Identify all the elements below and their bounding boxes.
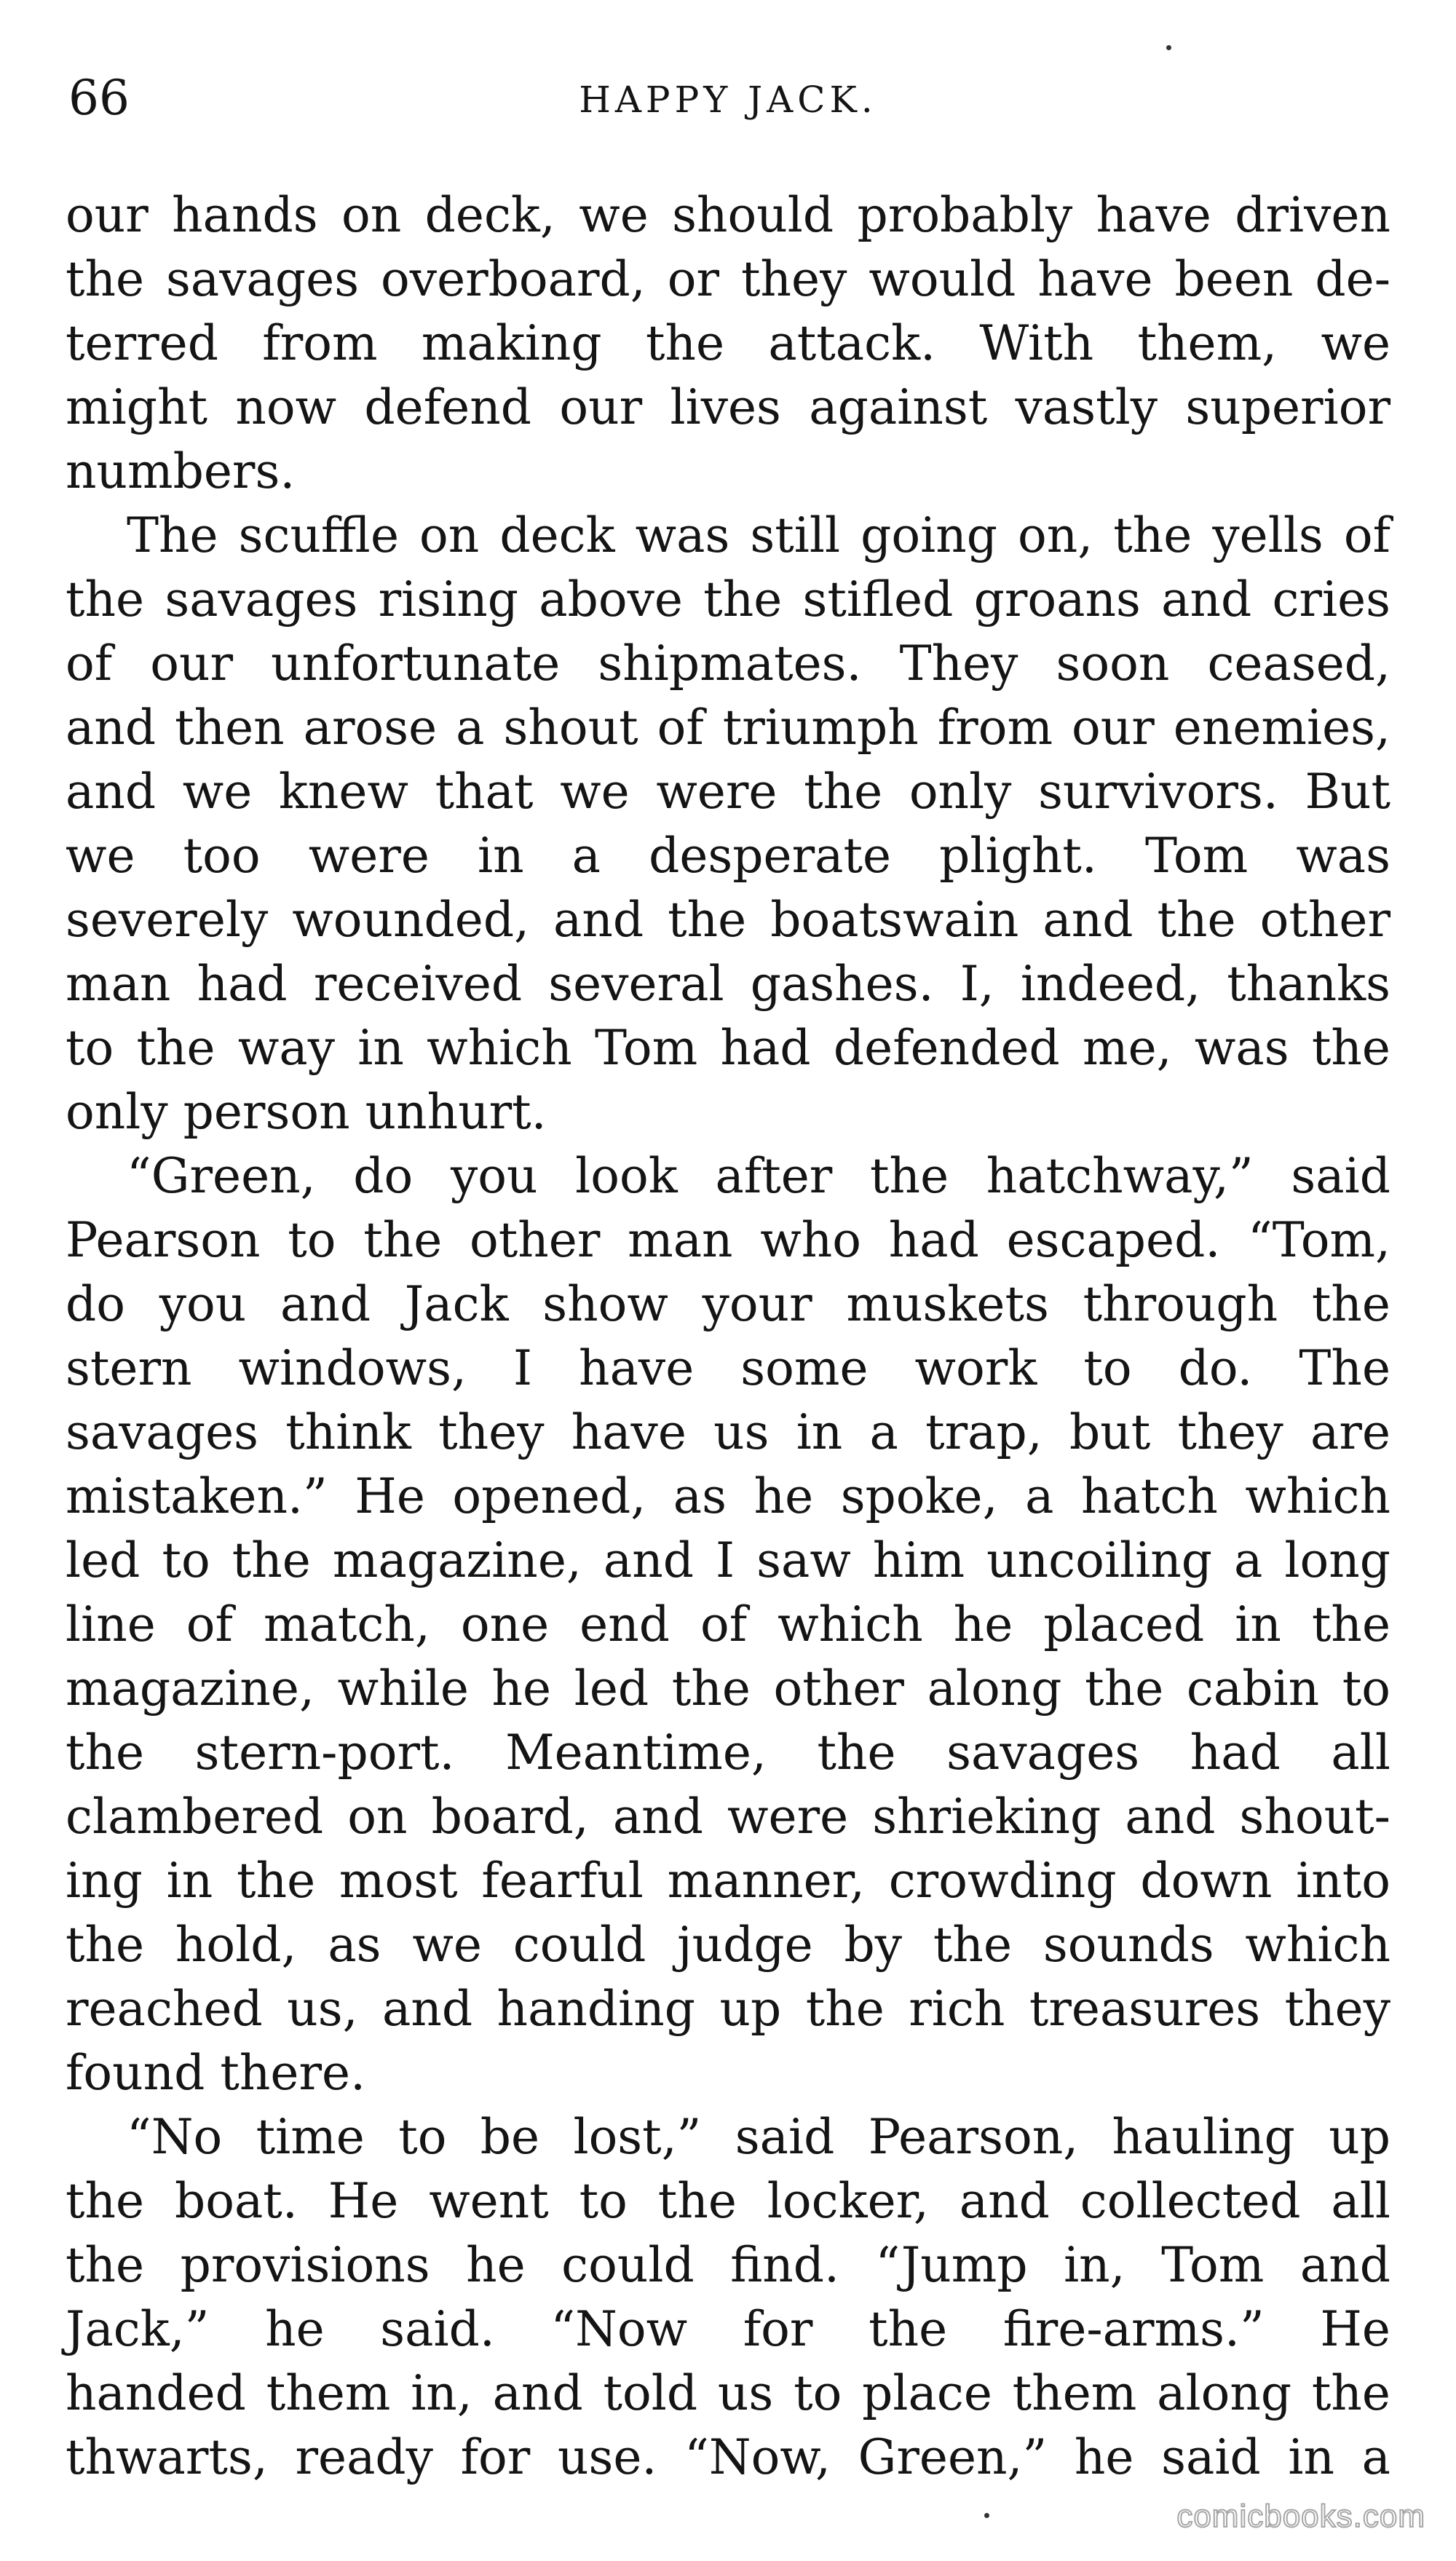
- page-number: 66: [68, 70, 130, 126]
- text-line: terred from making the attack. With them, we: [66, 315, 1390, 371]
- print-speck: [984, 2513, 989, 2518]
- watermark: comicbooks.com: [1176, 2498, 1425, 2534]
- text-line: savages think they have us in a trap, but they are: [66, 1404, 1390, 1460]
- text-line: the hold, as we could judge by the sounds which: [66, 1917, 1390, 1973]
- text-line: the boat. He went to the locker, and collected all: [66, 2173, 1390, 2229]
- text-line: mistaken.” He opened, as he spoke, a hatch which: [66, 1468, 1390, 1524]
- text-line: stern windows, I have some work to do. The: [66, 1340, 1390, 1396]
- print-speck: [1166, 45, 1171, 50]
- page-header: [66, 58, 1390, 146]
- text-line: do you and Jack show your muskets through the: [66, 1276, 1390, 1332]
- text-line: and then arose a shout of triumph from our enemies,: [66, 700, 1390, 756]
- text-line: Pearson to the other man who had escaped. “Tom,: [66, 1212, 1390, 1268]
- text-line: “No time to be lost,” said Pearson, hauling up: [127, 2109, 1390, 2165]
- text-line: numbers.: [66, 443, 296, 499]
- text-line: the stern-port. Meantime, the savages had all: [66, 1725, 1390, 1781]
- running-head: HAPPY JACK.: [579, 79, 877, 121]
- text-line: the savages rising above the stifled groans and cries: [66, 571, 1390, 628]
- text-line: clambered on board, and were shrieking and shout-: [66, 1789, 1390, 1845]
- text-line: of our unfortunate shipmates. They soon ceased,: [66, 636, 1390, 692]
- text-line: found there.: [66, 2045, 366, 2101]
- text-line: man had received several gashes. I, indeed, thanks: [66, 956, 1390, 1012]
- text-line: ing in the most fearful manner, crowding down into: [66, 1853, 1390, 1909]
- text-line: only person unhurt.: [66, 1084, 547, 1140]
- text-line: handed them in, and told us to place them along the: [66, 2365, 1390, 2421]
- text-line: The scuffle on deck was still going on, the yells of: [127, 507, 1390, 563]
- text-line: our hands on deck, we should probably have driven: [66, 187, 1390, 243]
- text-line: “Green, do you look after the hatchway,” said: [127, 1148, 1390, 1204]
- body-text: [66, 183, 1390, 2490]
- text-line: line of match, one end of which he placed in the: [66, 1596, 1390, 1652]
- text-line: reached us, and handing up the rich treasures they: [66, 1981, 1390, 2037]
- text-line: Jack,” he said. “Now for the fire-arms.” He: [66, 2301, 1390, 2357]
- text-line: severely wounded, and the boatswain and the other: [66, 892, 1390, 948]
- text-line: magazine, while he led the other along the cabin to: [66, 1661, 1390, 1717]
- text-line: and we knew that we were the only survivors. But: [66, 764, 1390, 820]
- text-line: the savages overboard, or they would have been de-: [66, 251, 1390, 307]
- book-page: [66, 58, 1390, 2519]
- text-line: thwarts, ready for use. “Now, Green,” he said in a: [66, 2429, 1390, 2485]
- text-line: led to the magazine, and I saw him uncoiling a long: [66, 1532, 1390, 1588]
- text-line: might now defend our lives against vastly superior: [66, 379, 1390, 435]
- text-line: the provisions he could find. “Jump in, Tom and: [66, 2237, 1390, 2293]
- text-line: we too were in a desperate plight. Tom was: [66, 828, 1390, 884]
- text-line: to the way in which Tom had defended me, was the: [66, 1020, 1390, 1076]
